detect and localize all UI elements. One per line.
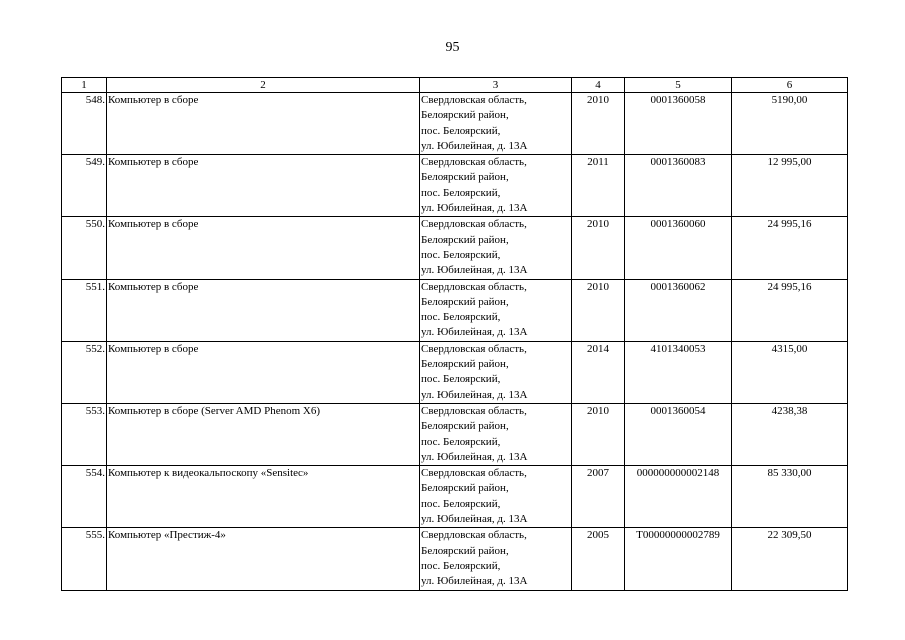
item-year: 2010 [572, 279, 625, 341]
address-line: Свердловская область, [421, 156, 527, 169]
address-line: пос. Белоярский, [421, 248, 501, 261]
address-line: Свердловская область, [421, 218, 527, 231]
row-number: 551. [62, 279, 107, 341]
item-year: 2014 [572, 341, 625, 403]
column-header-6: 6 [732, 78, 848, 93]
inventory-number: 0001360058 [625, 93, 732, 155]
item-name: Компьютер в сборе [107, 155, 420, 217]
item-cost: 4315,00 [732, 341, 848, 403]
item-cost: 12 995,00 [732, 155, 848, 217]
address-line: Свердловская область, [421, 280, 527, 293]
address-line: ул. Юбилейная, д. 13А [421, 450, 528, 463]
row-number: 554. [62, 466, 107, 528]
address-line: Свердловская область, [421, 94, 527, 106]
item-name: Компьютер в сборе [107, 279, 420, 341]
item-address [420, 93, 572, 155]
item-cost: 85 330,00 [732, 466, 848, 528]
address-line: Свердловская область, [421, 404, 527, 417]
table-row [62, 217, 848, 279]
item-name: Компьютер «Престиж-4» [107, 528, 420, 590]
column-header-2: 2 [107, 78, 420, 93]
item-cost: 5190,00 [732, 93, 848, 155]
row-number: 549. [62, 155, 107, 217]
item-name: Компьютер в сборе (Server AMD Phenom X6) [107, 403, 420, 465]
address-line: пос. Белоярский, [421, 311, 501, 324]
item-cost: 22 309,50 [732, 528, 848, 590]
item-year: 2010 [572, 93, 625, 155]
item-address [420, 279, 572, 341]
column-header-3: 3 [420, 78, 572, 93]
inventory-number: 4101340053 [625, 341, 732, 403]
address-line: Белоярский район, [421, 420, 509, 433]
row-number: 555. [62, 528, 107, 590]
header-row [62, 78, 848, 93]
item-name: Компьютер к видеокальпоскопу «Sensitec» [107, 466, 420, 528]
address-line: Свердловская область, [421, 467, 527, 480]
inventory-number: 0001360060 [625, 217, 732, 279]
inventory-number: Т00000000002789 [625, 528, 732, 590]
address-line: ул. Юбилейная, д. 13А [421, 264, 528, 277]
item-name: Компьютер в сборе [107, 341, 420, 403]
table-row [62, 279, 848, 341]
item-name: Компьютер в сборе [107, 217, 420, 279]
table-row [62, 466, 848, 528]
item-name: Компьютер в сборе [107, 93, 420, 155]
address-line: Белоярский район, [421, 295, 509, 308]
address-line: Свердловская область, [421, 342, 527, 355]
address-line: пос. Белоярский, [421, 559, 501, 572]
address-line: пос. Белоярский, [421, 186, 501, 199]
table-body [62, 93, 848, 591]
item-address [420, 155, 572, 217]
address-line: Свердловская область, [421, 529, 527, 542]
item-year: 2007 [572, 466, 625, 528]
row-number: 552. [62, 341, 107, 403]
address-line: Белоярский район, [421, 109, 509, 122]
table-row [62, 93, 848, 155]
address-line: Белоярский район, [421, 482, 509, 495]
inventory-number: 0001360054 [625, 403, 732, 465]
item-cost: 24 995,16 [732, 217, 848, 279]
column-header-1: 1 [62, 78, 107, 93]
address-line: Белоярский район, [421, 171, 509, 184]
table-row [62, 528, 848, 590]
address-line: ул. Юбилейная, д. 13А [421, 575, 528, 588]
address-line: пос. Белоярский, [421, 124, 501, 137]
item-year: 2010 [572, 403, 625, 465]
inventory-number: 0001360062 [625, 279, 732, 341]
item-year: 2010 [572, 217, 625, 279]
row-number: 553. [62, 403, 107, 465]
property-table [61, 77, 848, 591]
item-year: 2011 [572, 155, 625, 217]
page-number: 95 [445, 40, 460, 55]
address-line: пос. Белоярский, [421, 435, 501, 448]
item-address [420, 403, 572, 465]
address-line: Белоярский район, [421, 358, 509, 371]
address-line: Белоярский район, [421, 233, 509, 246]
item-address [420, 528, 572, 590]
inventory-number: 0001360083 [625, 155, 732, 217]
item-address [420, 466, 572, 528]
item-address [420, 217, 572, 279]
address-line: Белоярский район, [421, 544, 509, 557]
column-header-5: 5 [625, 78, 732, 93]
row-number: 548. [62, 93, 107, 155]
column-header-4: 4 [572, 78, 625, 93]
address-line: ул. Юбилейная, д. 13А [421, 202, 528, 215]
inventory-number: 000000000002148 [625, 466, 732, 528]
table-row [62, 155, 848, 217]
table-row [62, 403, 848, 465]
table-row [62, 341, 848, 403]
item-cost: 4238,38 [732, 403, 848, 465]
address-line: пос. Белоярский, [421, 497, 501, 510]
row-number: 550. [62, 217, 107, 279]
address-line: ул. Юбилейная, д. 13А [421, 513, 528, 526]
item-year: 2005 [572, 528, 625, 590]
item-cost: 24 995,16 [732, 279, 848, 341]
address-line: ул. Юбилейная, д. 13А [421, 326, 528, 339]
address-line: ул. Юбилейная, д. 13А [421, 388, 528, 401]
address-line: пос. Белоярский, [421, 373, 501, 386]
item-address [420, 341, 572, 403]
address-line: ул. Юбилейная, д. 13А [421, 139, 528, 152]
